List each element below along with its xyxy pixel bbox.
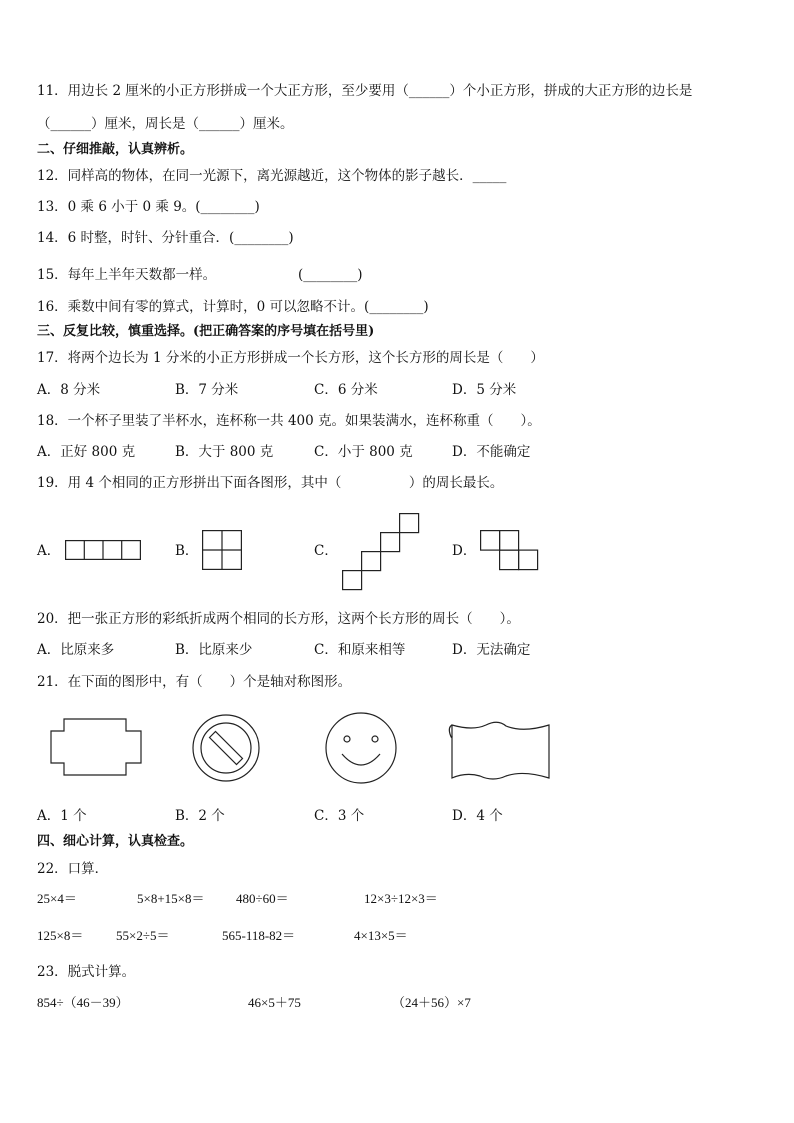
q22-r1-item-1: 25×4＝ (37, 891, 77, 906)
question-21: 21．在下面的图形中，有（ ）个是轴对称图形。 (37, 674, 352, 690)
q22-r2-item-2: 55×2÷5＝ (116, 928, 170, 943)
q21-figure-no-entry-sign (192, 714, 260, 782)
q18-option-a: A．正好 800 克 (37, 444, 136, 460)
q17-option-a: A．8 分米 (37, 382, 101, 398)
section-4-heading: 四、细心计算，认真检查。 (37, 834, 194, 849)
question-11-line-1: 11．用边长 2 厘米的小正方形拼成一个大正方形，至少要用（______）个小正方形，拼成的大正方形的边长是 (37, 83, 693, 99)
q19-label-d: D． (452, 543, 477, 559)
question-19: 19．用 4 个相同的正方形拼出下面各图形，其中（ ）的周长最长。 (37, 475, 504, 491)
q19-figure-c-staircase (342, 513, 420, 591)
q17-option-c: C．6 分米 (314, 382, 378, 398)
section-3-heading: 三、反复比较，慎重选择。(把正确答案的序号填在括号里) (37, 324, 375, 339)
question-16: 16．乘数中间有零的算式，计算时，0 可以忽略不计。(________) (37, 299, 429, 315)
q23-item-2: 46×5＋75 (248, 995, 301, 1010)
question-11-line-2: （______）厘米，周长是（______）厘米。 (37, 116, 294, 132)
question-23: 23．脱式计算。 (37, 964, 136, 980)
q20-option-d: D．无法确定 (452, 642, 531, 658)
q18-option-b: B．大于 800 克 (175, 444, 274, 460)
q23-item-3: （24＋56）×7 (392, 995, 471, 1010)
q17-option-b: B．7 分米 (175, 382, 239, 398)
q22-r1-item-2: 5×8+15×8＝ (137, 891, 205, 906)
q18-option-d: D．不能确定 (452, 444, 531, 460)
question-22: 22．口算． (37, 861, 109, 877)
q19-label-c: C． (314, 543, 338, 559)
q19-figure-a-four-squares-in-row (65, 540, 141, 560)
question-14: 14．6 时整，时针、分针重合．(________) (37, 230, 294, 246)
q20-option-c: C．和原来相等 (314, 642, 406, 658)
question-17: 17．将两个边长为 1 分米的小正方形拼成一个长方形，这个长方形的周长是（ ） (37, 350, 544, 366)
q23-item-1: 854÷（46－39） (37, 995, 129, 1010)
q18-option-c: C．小于 800 克 (314, 444, 413, 460)
q19-figure-b-two-by-two-square (202, 530, 242, 570)
q21-option-c: C．3 个 (314, 808, 365, 824)
question-15-blank: (________) (298, 267, 363, 283)
q22-r1-item-3: 480÷60＝ (236, 891, 289, 906)
q19-label-b: B． (175, 543, 199, 559)
q21-figure-notched-rectangle (50, 718, 142, 776)
q21-option-d: D．4 个 (452, 808, 503, 824)
question-12: 12．同样高的物体，在同一光源下，离光源越近，这个物体的影子越长．_____ (37, 168, 507, 184)
q17-option-d: D．5 分米 (452, 382, 517, 398)
q19-label-a: A． (37, 543, 61, 559)
q22-r1-item-4: 12×3÷12×3＝ (364, 891, 438, 906)
q21-option-a: A．1 个 (37, 808, 87, 824)
q21-figure-smiley-face (325, 712, 397, 784)
question-20: 20．把一张正方形的彩纸折成两个相同的长方形，这两个长方形的周长（ ）。 (37, 611, 520, 627)
q19-figure-d-step-shape (480, 530, 540, 571)
question-18: 18．一个杯子里装了半杯水，连杯称一共 400 克。如果装满水，连杯称重（ ）。 (37, 413, 541, 429)
question-13: 13．0 乘 6 小于 0 乘 9。(________) (37, 199, 260, 215)
question-15: 15．每年上半年天数都一样。 (37, 267, 217, 283)
q22-r2-item-4: 4×13×5＝ (354, 928, 408, 943)
q20-option-a: A．比原来多 (37, 642, 115, 658)
section-2-heading: 二、仔细推敲，认真辨析。 (37, 142, 194, 157)
q21-figure-waving-flag (448, 722, 552, 780)
q20-option-b: B．比原来少 (175, 642, 253, 658)
q22-r2-item-3: 565-118-82＝ (222, 928, 296, 943)
q22-r2-item-1: 125×8＝ (37, 928, 84, 943)
q21-option-b: B．2 个 (175, 808, 225, 824)
